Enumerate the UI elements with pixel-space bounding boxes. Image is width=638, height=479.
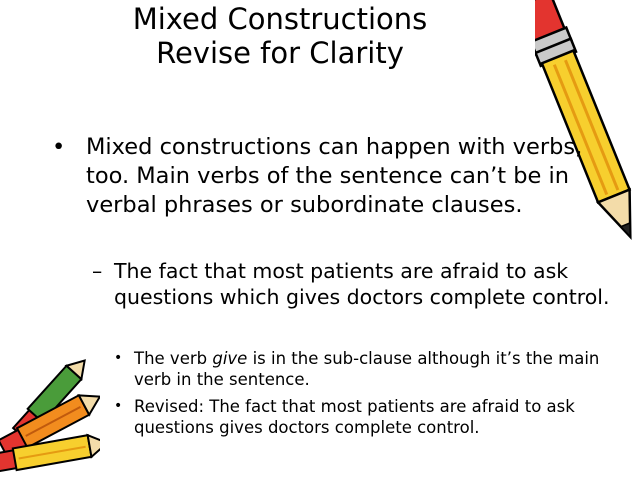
bullet-marker: • bbox=[114, 398, 123, 414]
explanation-after: is in the sub-clause although it’s the main verb in the sentence. bbox=[134, 349, 600, 389]
example-sentence: The fact that most patients are afraid to ask questions which gives doctors complete control. bbox=[114, 259, 610, 309]
dash-marker: – bbox=[92, 259, 103, 283]
pencil-top-right-icon bbox=[535, 0, 638, 260]
bullet-marker: • bbox=[114, 350, 123, 366]
emphasized-verb: give bbox=[212, 349, 248, 368]
title-line-1: Mixed Constructions bbox=[132, 2, 428, 36]
revised-sentence: Revised: The fact that most patients are afraid to ask questions gives doctors complete control. bbox=[134, 397, 575, 437]
slide-title bbox=[0, 2, 560, 70]
pencils-bottom-left-icon bbox=[0, 322, 100, 479]
explanation-before: The verb bbox=[134, 349, 213, 368]
title-line-2: Revise for Clarity bbox=[156, 36, 404, 70]
explanation-text bbox=[134, 348, 624, 390]
bullet-marker: • bbox=[52, 134, 66, 160]
bullet-text: Mixed constructions can happen with verbs, too. Main verbs of the sentence can’t be in verbal phrases or subordinate clauses. bbox=[86, 134, 583, 218]
